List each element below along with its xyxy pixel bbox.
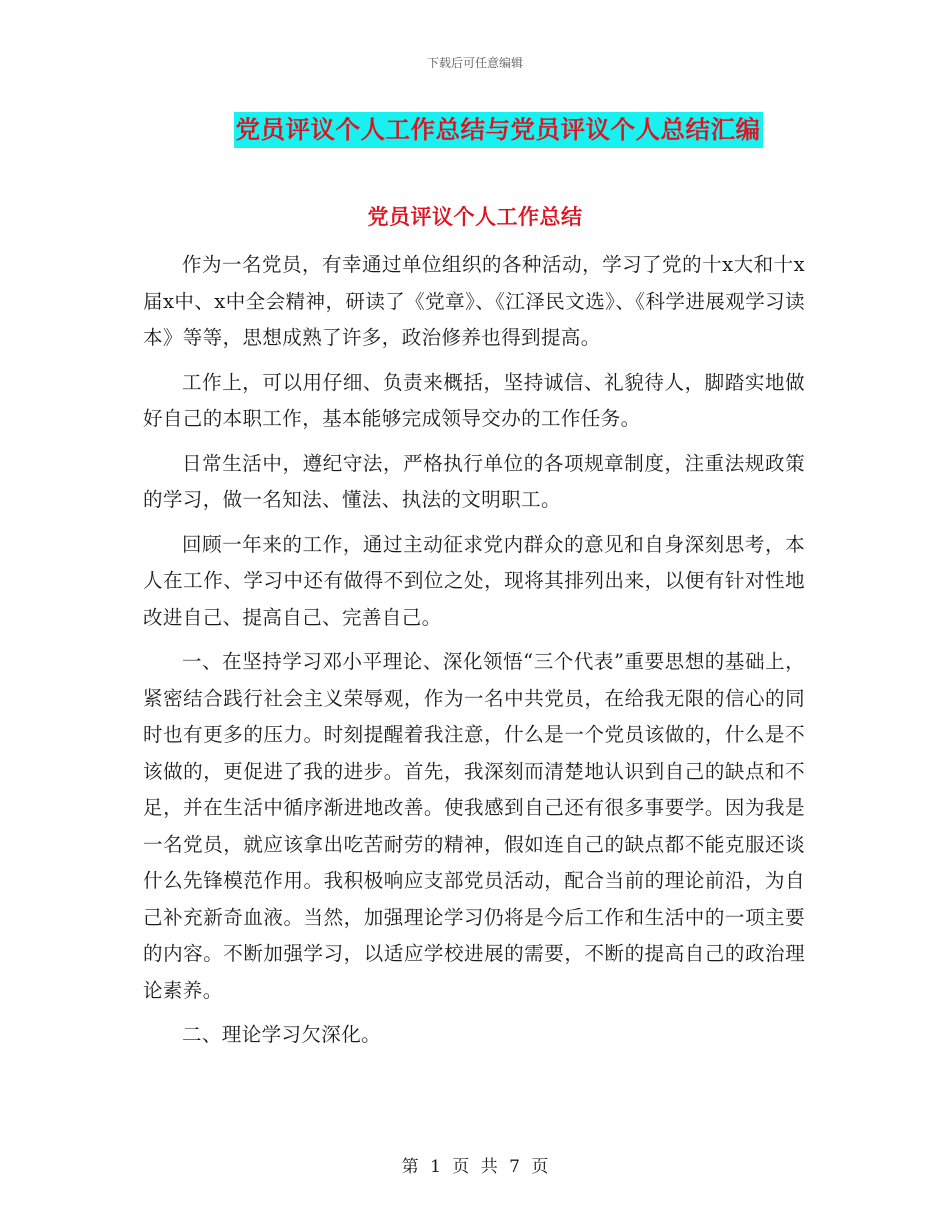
paragraph: 二、理论学习欠深化。 [182,1023,382,1046]
paragraph: 工作上，可以用仔细、负责来概括，坚持诚信、礼貌待人，脚踏实地做好自己的本职工作，基本能够完成领导交办的工作任务。 [143,370,805,430]
document-main-title [0,112,950,148]
paragraph: 日常生活中，遵纪守法，严格执行单位的各项规章制度，注重法规政策的学习，做一名知法、懂法、执法的文明职工。 [143,451,805,511]
paragraph: 一、在坚持学习邓小平理论、深化领悟“三个代表”重要思想的基础上，紧密结合践行社会主义荣辱观，作为一名中共党员，在给我无限的信心的同时也有更多的压力。时刻提醒着我注意，什么是一个党员该做的，什么是不该做的，更促进了我的进步。首先，我深刻而清楚地认识到自己的缺点和不足，并在生活中循序渐进地改善。使我感到自己还有很多事要学。因为我是一名党员，就应该拿出吃苦耐劳的精神，假如连自己的缺点都不能克服还谈什么先锋模范作用。我积极响应支部党员活动，配合当前的理论前沿，为自己补充新奇血液。当然，加强理论学习仍将是今后工作和生活中的一项主要的内容。不断加强学习，以适应学校进展的需要，不断的提高自己的政治理论素养。 [143,650,805,1002]
section-title: 党员评议个人工作总结 [367,204,583,229]
page-number-footer: 第 1 页 共 7 页 [401,1157,549,1177]
page-header-note: 下载后可任意编辑 [426,56,523,70]
document-body [143,247,805,1062]
paragraph: 作为一名党员，有幸通过单位组织的各种活动，学习了党的十x大和十x届x中、x中全会精神，研读了《党章》、《江泽民文选》、《科学进展观学习读本》等等，思想成熟了许多，政治修养也得到提高。 [143,253,805,349]
paragraph: 回顾一年来的工作，通过主动征求党内群众的意见和自身深刻思考，本人在工作、学习中还有做得不到位之处，现将其排列出来，以便有针对性地改进自己、提高自己、完善自己。 [143,532,805,629]
main-title-text: 党员评议个人工作总结与党员评议个人总结汇编 [234,112,763,148]
